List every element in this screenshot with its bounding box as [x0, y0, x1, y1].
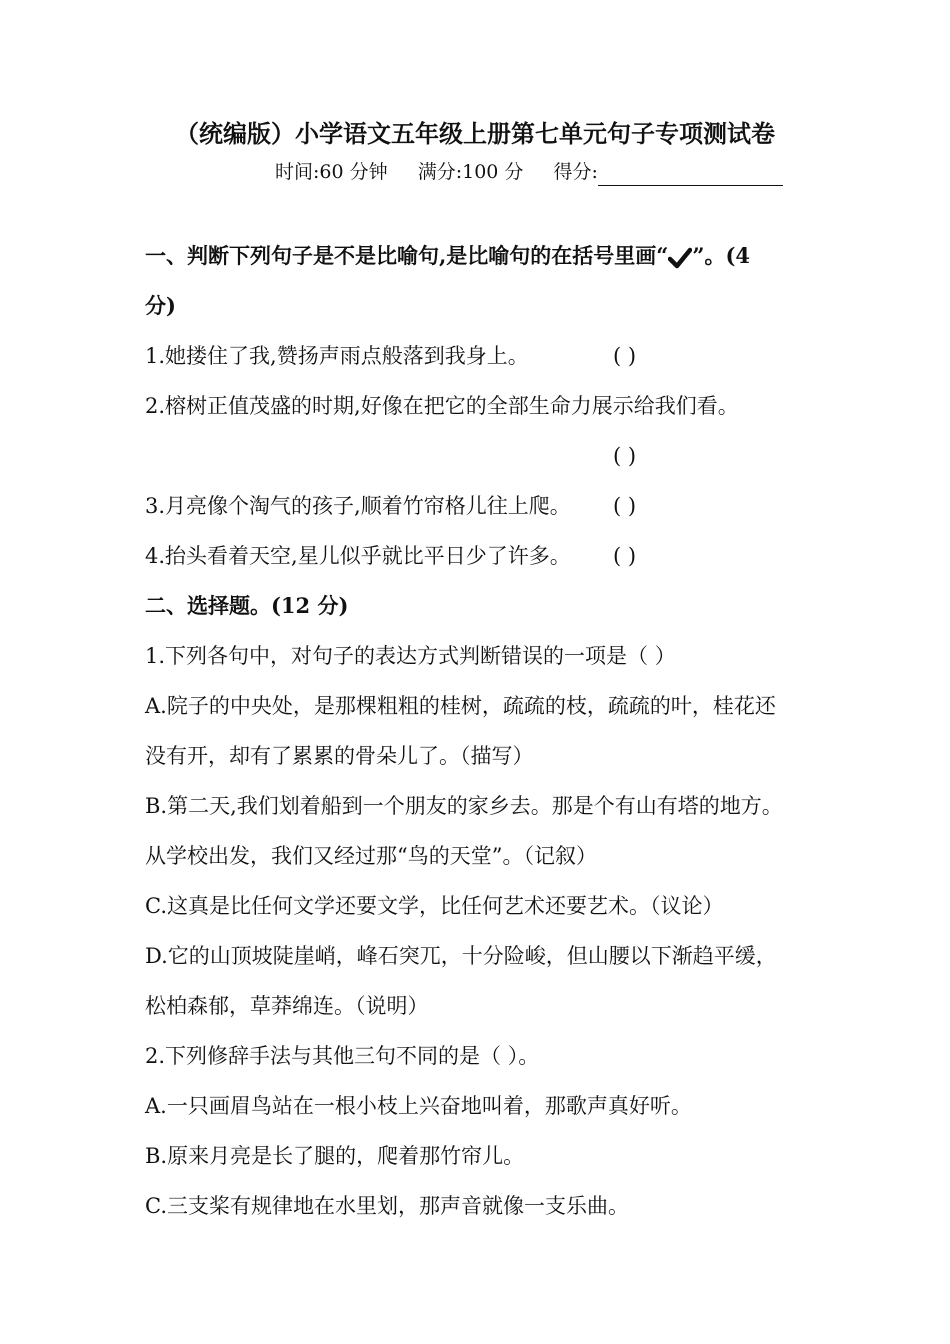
s1-item-2: 2.榕树正值茂盛的时期,好像在把它的全部生命力展示给我们看。	[145, 394, 739, 418]
s2-q1-option-d-line1: D.它的山顶坡陡崖峭，峰石突兀，十分险峻，但山腰以下渐趋平缓，	[145, 944, 777, 968]
score-blank[interactable]	[598, 165, 783, 186]
s2-q1-option-a-line1: A.院子的中央处，是那棵粗粗的桂树，疏疏的枝，疏疏的叶，桂花还	[145, 694, 776, 718]
s2-q1-option-b-line2: 从学校出发，我们又经过那“鸟的天堂”。（记叙）	[145, 844, 597, 868]
s1-answer-3[interactable]: ( )	[613, 494, 637, 518]
score-label: 得分:	[553, 161, 598, 183]
s1-answer-2[interactable]: ( )	[613, 444, 637, 468]
s2-q1-option-b-line1: B.第二天,我们划着船到一个朋友的家乡去。那是个有山有塔的地方。	[145, 794, 783, 818]
s2-q2-option-c: C.三支桨有规律地在水里划，那声音就像一支乐曲。	[145, 1194, 629, 1218]
s2-question-2: 2.下列修辞手法与其他三句不同的是（ ）。	[145, 1044, 540, 1068]
time-limit: 时间:60 分钟	[275, 161, 388, 183]
section1-title-text: 一、判断下列句子是不是比喻句,是比喻句的在括号里画“	[145, 243, 669, 268]
s2-q1-option-a-line2: 没有开，却有了累累的骨朵儿了。（描写）	[145, 744, 534, 768]
s1-item-1: 1.她搂住了我,赞扬声雨点般落到我身上。	[145, 344, 529, 368]
full-score: 满分:100 分	[417, 161, 524, 183]
s2-q2-option-b: B.原来月亮是长了腿的，爬着那竹帘儿。	[145, 1144, 525, 1168]
checkmark-icon	[668, 247, 692, 269]
exam-info	[275, 158, 783, 186]
section1-title-score: ”。(4	[692, 243, 751, 268]
section2-title: 二、选择题。(12 分)	[145, 593, 349, 618]
s1-item-4: 4.抬头看着天空,星儿似乎就比平日少了许多。	[145, 544, 571, 568]
section1-title	[145, 242, 750, 270]
s1-answer-1[interactable]: ( )	[613, 344, 637, 368]
s1-item-3: 3.月亮像个淘气的孩子,顺着竹帘格儿往上爬。	[145, 494, 571, 518]
s2-q1-option-c: C.这真是比任何文学还要文学，比任何艺术还要艺术。（议论）	[145, 894, 724, 918]
s1-answer-4[interactable]: ( )	[613, 544, 637, 568]
s2-question-1: 1.下列各句中，对句子的表达方式判断错误的一项是（ ）	[145, 644, 676, 668]
section1-title-line2: 分)	[145, 293, 176, 318]
s2-q2-option-a: A.一只画眉鸟站在一根小枝上兴奋地叫着，那歌声真好听。	[145, 1094, 692, 1118]
page-title: （统编版）小学语文五年级上册第七单元句子专项测试卷	[175, 119, 775, 148]
s2-q1-option-d-line2: 松柏森郁，草莽绵连。（说明）	[145, 994, 429, 1018]
